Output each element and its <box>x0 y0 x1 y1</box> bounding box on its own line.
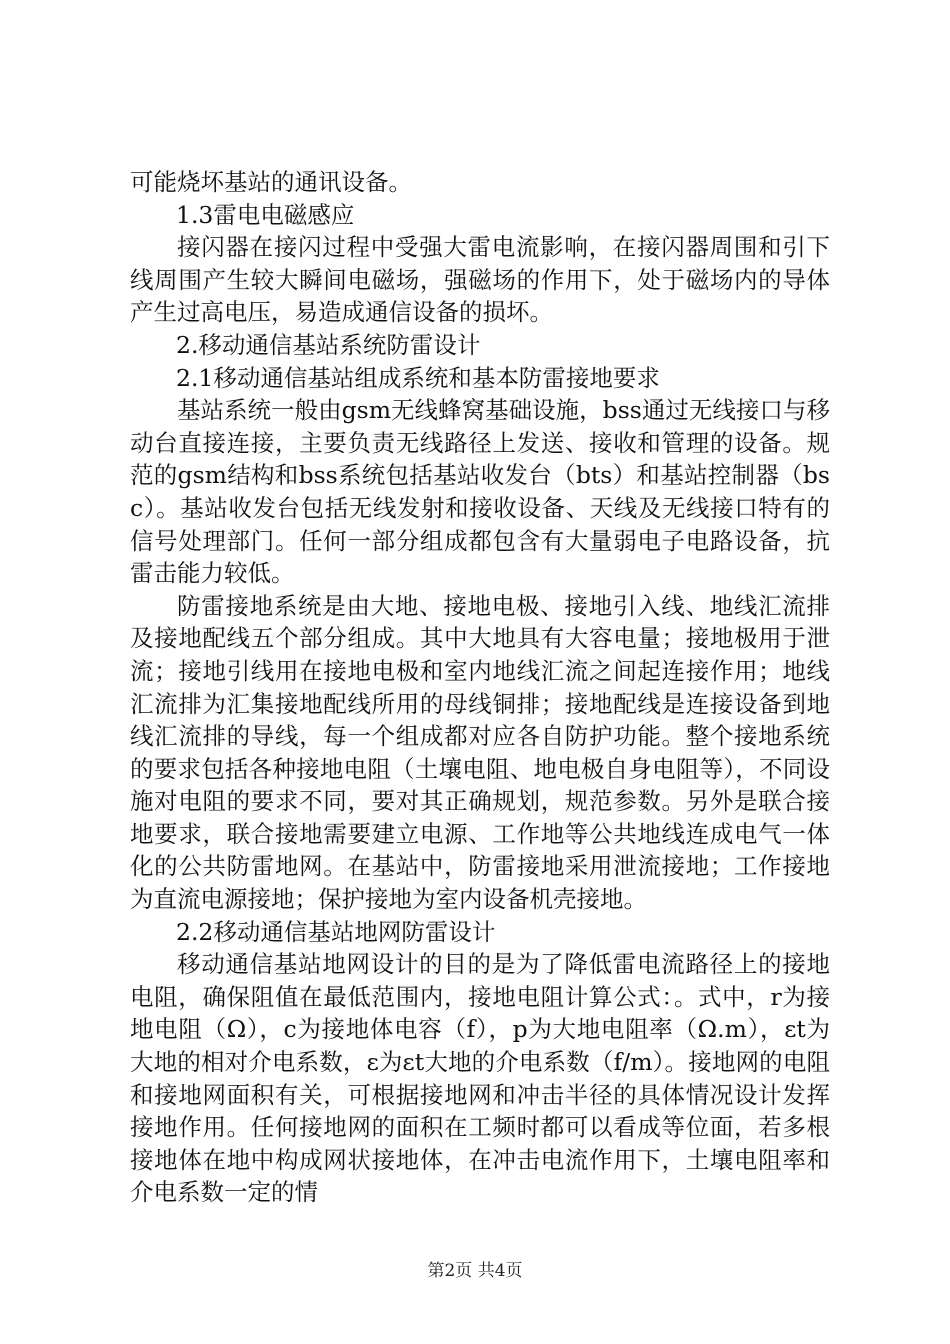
heading-2-2: 2.2移动通信基站地网防雷设计 <box>176 917 496 946</box>
paragraph-3: 基站系统一般由gsm无线蜂窝基础设施，bss通过无线接口与移动台直接连接，主要负责无线路径上发送、接收和管理的设备。规范的gsm结构和bss系统包括基站收发台（bts）和基站控制器（bsc）。基站收发台包括无线发射和接收设备、天线及无线接口特有的信号处理部门。任何一部分组成都包含有大量弱电子电路设备，抗雷击能力较低。 <box>130 396 830 588</box>
heading-2-1: 2.1移动通信基站组成系统和基本防雷接地要求 <box>176 363 660 392</box>
document-body <box>130 166 830 1209</box>
paragraph-1: 可能烧坏基站的通讯设备。 <box>130 168 412 196</box>
page-footer: 第2页 共4页 <box>427 1261 523 1281</box>
heading-1-3: 1.3雷电电磁感应 <box>176 200 355 229</box>
paragraph-4: 防雷接地系统是由大地、接地电极、接地引入线、地线汇流排及接地配线五个部分组成。其中大地具有大容电量；接地极用于泄流；接地引线用在接地电极和室内地线汇流之间起连接作用；地线汇流排为汇集接地配线所用的母线铜排；接地配线是连接设备到地线汇流排的导线，每一个组成都对应各自防护功能。整个接地系统的要求包括各种接地电阻（土壤电阻、地电极自身电阻等），不同设施对电阻的要求不同，要对其正确规划，规范参数。另外是联合接地要求，联合接地需要建立电源、工作地等公共地线连成电气一体化的公共防雷地网。在基站中，防雷接地采用泄流接地；工作接地为直流电源接地；保护接地为室内设备机壳接地。 <box>130 591 830 914</box>
heading-2: 2.移动通信基站系统防雷设计 <box>176 330 481 359</box>
paragraph-5: 移动通信基站地网设计的目的是为了降低雷电流路径上的接地电阻，确保阻值在最低范围内，接地电阻计算公式：。式中，r为接地电阻（Ω），c为接地体电容（f），p为大地电阻率（Ω.m），εt为大地的相对介电系数，ε为εt大地的介电系数（f/m）。接地网的电阻和接地网面积有关，可根据接地网和冲击半径的具体情况设计发挥接地作用。任何接地网的面积在工频时都可以看成等位面，若多根接地体在地中构成网状接地体，在冲击电流作用下，土壤电阻率和介电系数一定的情 <box>130 950 830 1207</box>
paragraph-2: 接闪器在接闪过程中受强大雷电流影响，在接闪器周围和引下线周围产生较大瞬间电磁场，强磁场的作用下，处于磁场内的导体产生过高电压，易造成通信设备的损坏。 <box>130 233 830 327</box>
